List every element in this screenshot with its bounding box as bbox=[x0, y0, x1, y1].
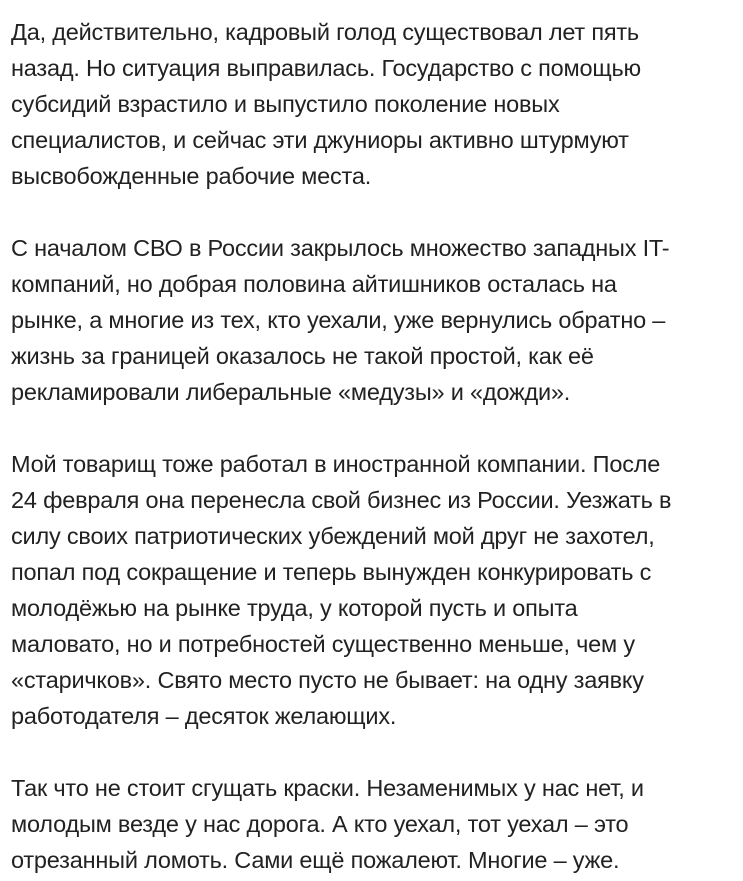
paragraph-2 bbox=[11, 230, 736, 410]
text-line: маловато, но и потребностей существенно меньше, чем у bbox=[11, 631, 635, 657]
text-line: «старичков». Свято место пусто не бывает: на одну заявку bbox=[11, 667, 644, 693]
text-line: отрезанный ломоть. Сами ещё пожалеют. Многие – уже. bbox=[11, 847, 620, 873]
text-line: субсидий взрастило и выпустило поколение новых bbox=[11, 91, 560, 117]
paragraph-1 bbox=[11, 0, 736, 194]
text-line: Да, действительно, кадровый голод существовал лет пять bbox=[11, 19, 639, 45]
text-line: силу своих патриотических убеждений мой друг не захотел, bbox=[11, 523, 655, 549]
text-line: назад. Но ситуация выправилась. Государство с помощью bbox=[11, 55, 641, 81]
text-line: молодёжью на рынке труда, у которой пусть и опыта bbox=[11, 595, 578, 621]
paragraph-4 bbox=[11, 770, 736, 878]
text-line: рекламировали либеральные «медузы» и «дожди». bbox=[11, 379, 571, 405]
text-line: высвобожденные рабочие места. bbox=[11, 163, 372, 189]
text-line: работодателя – десяток желающих. bbox=[11, 703, 397, 729]
text-line: 24 февраля она перенесла свой бизнес из России. Уезжать в bbox=[11, 487, 672, 513]
text-line: компаний, но добрая половина айтишников осталась на bbox=[11, 271, 617, 297]
paragraph-3 bbox=[11, 446, 736, 734]
text-line: Так что не стоит сгущать краски. Незаменимых у нас нет, и bbox=[11, 775, 644, 801]
text-line: молодым везде у нас дорога. А кто уехал, тот уехал – это bbox=[11, 811, 629, 837]
article-body bbox=[11, 0, 736, 878]
text-line: специалистов, и сейчас эти джуниоры активно штурмуют bbox=[11, 127, 629, 153]
text-line: рынке, а многие из тех, кто уехали, уже вернулись обратно – bbox=[11, 307, 666, 333]
text-line: Мой товарищ тоже работал в иностранной компании. После bbox=[11, 451, 661, 477]
text-line: попал под сокращение и теперь вынужден конкурировать с bbox=[11, 559, 652, 585]
text-line: С началом СВО в России закрылось множество западных IT- bbox=[11, 235, 670, 261]
text-line: жизнь за границей оказалось не такой простой, как её bbox=[11, 343, 594, 369]
